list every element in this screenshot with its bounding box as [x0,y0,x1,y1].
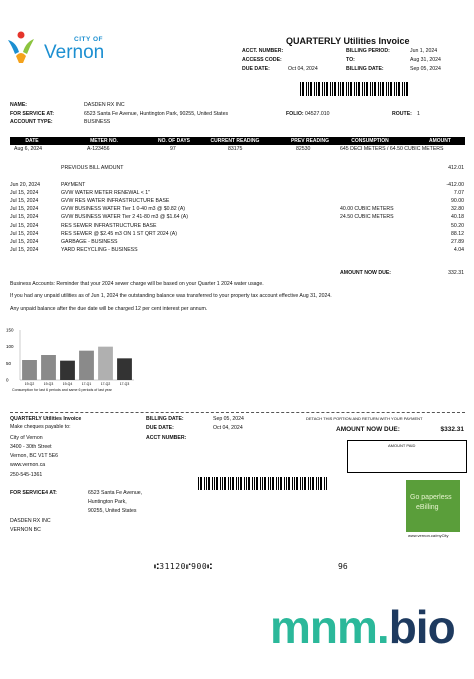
account-type-label: ACCOUNT TYPE: [10,119,53,125]
line-item-amount: 32.80 [451,206,464,213]
prev-bill-label: PREVIOUS BILL AMOUNT [61,165,124,171]
col-meter-no: METER NO. [90,138,118,144]
line-item-desc: GVW WATER METER RENEWAL < 1" [61,190,150,197]
stub-customer-name: DASDEN RX INC [10,518,51,524]
consumption-chart-svg [6,324,146,388]
ebilling-url[interactable]: www.vernon.ca/myCity [408,533,449,538]
invoice-title: QUARTERLY Utilities Invoice [286,36,410,46]
billing-date-value: Sep 05, 2024 [410,66,441,72]
line-item-amount: 7.07 [453,190,464,197]
stub-service-line3: 90255, United States [88,508,137,514]
line-item-date: Jul 15, 2024 [10,238,39,245]
note-sewer: Business Accounts: Reminder that your 2024 sewer charge will be based on your Quarter 1 2024 water usage. [10,281,264,287]
stub-address1: 3400 - 30th Street [10,444,52,450]
x-tick-label: 17-Q1 [81,382,92,386]
line-item-date: Jul 15, 2024 [10,222,39,229]
line-item-desc: GVW RES WATER INFRASTRUCTURE BASE [61,198,170,205]
route-label: ROUTE: [392,111,412,117]
logo-vernon: Vernon [44,42,105,63]
ebilling-badge[interactable] [406,480,460,532]
chart-bar [98,347,113,380]
stub-due-date: Oct 04, 2024 [213,425,243,431]
amount-due-label: AMOUNT NOW DUE: [340,270,392,276]
stub-barcode [198,477,328,490]
billing-period-from: Jun 1, 2024 [410,48,438,54]
folio-value: 04527.010 [305,111,330,117]
top-barcode [300,82,410,96]
amount-due-value: 332.31 [448,270,464,276]
logo-city-of: CITY OF [74,36,104,43]
col-days: NO. OF DAYS [157,138,191,144]
x-tick-label: 17-Q3 [119,382,130,386]
consumption-chart [6,324,146,396]
ebilling-line1: Go paperless [410,494,452,501]
line-item-date: Jul 15, 2024 [10,214,39,221]
customer-name: DASDEN RX INC [84,102,125,108]
stub-service-line2: Huntington Park, [88,499,127,505]
note-interest: Any unpaid balance after the due date will be charged 12 per cent interest per annum. [10,306,208,312]
stub-address2: Vernon, BC V1T 5E6 [10,453,59,459]
line-item-amount: 90.00 [451,198,464,205]
x-tick-label: 17-Q2 [100,382,111,386]
line-item-desc: GVW BUSINESS WATER Tier 2 41-80 m3 @ $1.64 (A) [61,214,188,221]
line-item-amount: 27.89 [451,238,464,245]
line-item-date: Jul 15, 2024 [10,246,39,253]
line-item-date: Jun 20, 2024 [10,182,40,188]
due-date-label: DUE DATE: [242,66,270,72]
stub-phone: 250-545-1361 [10,472,43,478]
col-prev: PREV READING [290,138,330,144]
col-consumption: CONSUMPTION [351,138,389,144]
stub-service-line1: 6523 Santa Fe Avenue, [88,490,143,496]
chart-caption: Consumption for last 6 periods and same 6 periods of last year [12,388,112,392]
route-value: 1 [417,111,420,117]
line-item-amount: -412.00 [446,182,464,188]
chart-bar [117,358,132,380]
meter-row-date: Aug 6, 2024 [14,146,42,152]
stub-due-date-label: DUE DATE: [146,425,174,431]
y-tick-label: 150 [6,327,14,333]
chart-bar [22,360,37,380]
col-amount: AMOUNT [429,138,451,144]
line-item-amount: 4.04 [453,246,464,253]
meter-row-consumption: 645 DECI METERS / 64.50 CUBIC METERS [340,146,444,152]
x-tick-label: 19-Q2 [24,382,35,386]
stub-cheques-label: Make cheques payable to: [10,424,71,430]
line-item-date: Jul 15, 2024 [10,206,39,213]
detach-line [10,412,465,413]
meter-row-meter: A-123456 [87,146,110,152]
line-item-desc: PAYMENT [61,182,86,188]
note-unpaid: If you had any unpaid utilities as of Jun 1, 2024 the outstanding balance was transferred to your property tax account effective Aug 31, 2024. [10,293,332,299]
line-item-amount: 40.18 [451,214,464,221]
line-item-desc: RES SEWER INFRASTRUCTURE BASE [61,222,157,229]
col-current: CURRENT READING [210,138,260,144]
chart-bar [79,351,94,380]
account-type: BUSINESS [84,119,111,125]
line-item-desc: RES SEWER @ $2.45 m3 ON 1 ST QRT 2024 (A) [61,230,177,237]
y-tick-label: 100 [6,344,14,350]
line-item-desc: YARD RECYCLING - BUSINESS [61,246,138,253]
meter-row-prev: 82530 [296,146,311,152]
service-address: 6523 Santa Fe Avenue, Huntington Park, 90255, United States [84,111,229,117]
stub-customer-city: VERNON BC [10,527,41,533]
vernon-emblem-icon [6,30,36,64]
detach-instruction: DETACH THIS PORTION AND RETURN WITH YOUR PAYMENT [306,416,423,421]
billing-period-to: Aug 31, 2024 [410,57,441,63]
chart-bar [60,361,75,380]
stub-amount-due-label: AMOUNT NOW DUE: [336,426,400,433]
stub-acct-label: ACCT NUMBER: [146,435,187,441]
col-date: DATE [25,138,39,144]
access-code-label: ACCESS CODE: [242,57,282,63]
x-tick-label: 19-Q3 [43,382,54,386]
city-logo [6,30,136,68]
line-item-date: Jul 15, 2024 [10,230,39,237]
amount-paid-box[interactable] [347,440,467,473]
billing-date-label: BILLING DATE: [346,66,384,72]
amount-paid-label: AMOUNT PAID [388,443,416,448]
to-label: TO: [346,57,355,63]
y-tick-label: 50 [6,360,12,366]
stub-billing-date-label: BILLING DATE: [146,416,184,422]
micr-left: ⑆31120⑈900⑆ [154,562,213,571]
line-item-date: Jul 15, 2024 [10,190,39,197]
meter-row-days: 97 [170,146,176,152]
meter-row-current: 83175 [228,146,243,152]
acct-number-label: ACCT. NUMBER: [242,48,284,54]
stub-service-label: FOR SERVICE4 AT: [10,490,57,496]
prev-bill-amount: 412.01 [448,165,464,171]
watermark: mnm.bio [270,601,455,653]
stub-billing-date: Sep 05, 2024 [213,416,244,422]
chart-bar [41,355,56,380]
micr-right: 96 [338,562,348,571]
service-at-label: FOR SERVICE AT: [10,111,54,117]
y-tick-label: 0 [6,377,9,383]
meter-table-header [10,137,465,145]
name-label: NAME: [10,102,28,108]
line-item-consumption: 24.50 CUBIC METERS [340,214,394,221]
stub-payee: City of Vernon [10,435,43,441]
line-item-date: Jul 15, 2024 [10,198,39,205]
folio-label: FOLIO: [286,111,304,117]
stub-amount-due: $332.31 [440,426,464,433]
ebilling-line2: eBilling [416,504,439,511]
line-item-consumption: 40.00 CUBIC METERS [340,206,394,213]
line-item-desc: GARBAGE - BUSINESS [61,238,118,245]
stub-website: www.vernon.ca [10,462,46,468]
x-tick-label: 19-Q4 [62,382,73,386]
due-date-value: Oct 04, 2024 [288,66,318,72]
line-item-amount: 50.20 [451,222,464,229]
stub-title: QUARTERLY Utilities Invoice [10,416,82,422]
billing-period-label: BILLING PERIOD: [346,48,390,54]
line-item-desc: GVW BUSINESS WATER Tier 1 0-40 m3 @ $0.82 (A) [61,206,186,213]
line-item-amount: 88.12 [451,230,464,237]
